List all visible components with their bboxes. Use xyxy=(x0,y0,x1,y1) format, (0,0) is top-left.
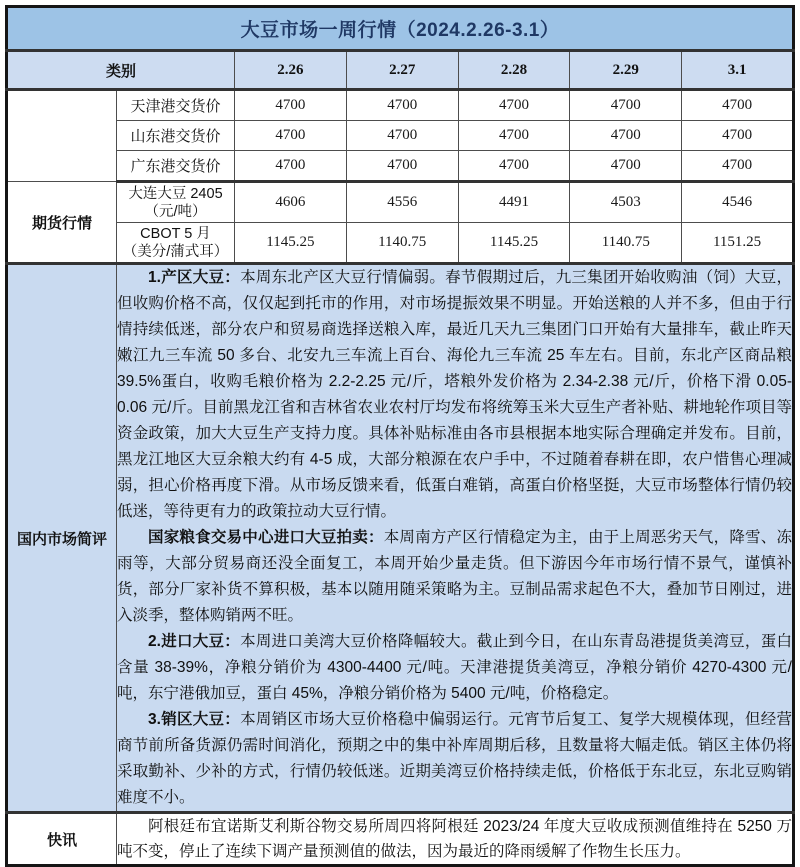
commentary-row xyxy=(7,264,794,813)
news-row xyxy=(7,813,794,866)
column-header-category: 类别 xyxy=(7,51,235,90)
price-value: 4700 xyxy=(682,121,794,151)
spot-group-cell xyxy=(7,90,117,182)
price-value: 4700 xyxy=(235,151,347,182)
row-label-line2: （美分/蒲式耳） xyxy=(122,243,229,260)
price-value: 4700 xyxy=(458,90,570,121)
commentary-paragraph-imported xyxy=(117,629,792,707)
price-value: 4556 xyxy=(346,182,458,223)
report-title: 大豆市场一周行情（2024.2.26-3.1） xyxy=(7,7,794,51)
commentary-body xyxy=(117,264,794,813)
price-value: 4546 xyxy=(682,182,794,223)
price-value: 4503 xyxy=(570,182,682,223)
row-label: 广东港交货价 xyxy=(117,151,235,182)
news-body xyxy=(117,813,794,866)
row-label-line1: CBOT 5 月 xyxy=(140,225,211,242)
table-row-tianjin xyxy=(7,90,794,121)
price-value: 4700 xyxy=(346,121,458,151)
price-value: 1151.25 xyxy=(682,223,794,264)
price-value: 4700 xyxy=(570,151,682,182)
price-value: 4700 xyxy=(346,151,458,182)
table-row-dalian xyxy=(7,182,794,223)
column-header-date-4: 2.29 xyxy=(570,51,682,90)
news-label: 快讯 xyxy=(7,813,117,866)
soybean-price-table xyxy=(5,5,795,867)
price-value: 1140.75 xyxy=(570,223,682,264)
table-row-guangdong xyxy=(7,151,794,182)
price-value: 4700 xyxy=(235,90,347,121)
row-label: 山东港交货价 xyxy=(117,121,235,151)
row-label-line1: 大连大豆 2405 xyxy=(128,185,223,202)
commentary-paragraph-sales-area xyxy=(117,707,792,811)
price-value: 4700 xyxy=(458,151,570,182)
price-value: 4700 xyxy=(346,90,458,121)
paragraph-text: 本周东北产区大豆行情偏弱。春节假期过后，九三集团开始收购油（饲）大豆，但收购价格不高，仅仅起到托市的作用，对市场提振效果不明显。开始送粮的人并不多，但由于行情持续低迷，部分农户和贸易商选择送粮入库，最近几天九三集团门口开始有大量排车，截止昨天嫩江九三车流 50 多台、北安九三车流上百台、海伦九三车流 25 车左右。目前，东北产区商品粮 39.5%蛋白，收购毛粮价格为 2.2-2.25 元/斤，塔粮外发价格为 2.34-2.38 元/斤，价格下滑 0.05-0.06 元/斤。目前黑龙江省和吉林省农业农村厅均发布将统筹玉米大豆生产者补贴、耕地轮作项目等资金政策，加大大豆生产支持力度。具体补贴标准由各市县根据本地实际合理确定并发布。目前，黑龙江地区大豆余粮大约有 4-5 成，大部分粮源在农户手中，不过随着春耕在即，农户惜售心理减弱，担心价格再度下滑。从市场反馈来看，低蛋白难销，高蛋白价格坚挺，大豆市场整体行情仍较低迷，等待更有力的政策拉动大豆行情。 xyxy=(117,269,792,520)
price-value: 4700 xyxy=(682,90,794,121)
weekly-soybean-report xyxy=(5,5,795,867)
price-value: 4700 xyxy=(235,121,347,151)
price-value: 4700 xyxy=(570,121,682,151)
futures-group-label: 期货行情 xyxy=(7,182,117,264)
price-value: 1145.25 xyxy=(235,223,347,264)
price-value: 1145.25 xyxy=(458,223,570,264)
header-row xyxy=(7,51,794,90)
row-label xyxy=(117,182,235,223)
commentary-label: 国内市场简评 xyxy=(7,264,117,813)
row-label-line2: （元/吨） xyxy=(144,203,207,220)
row-label xyxy=(117,223,235,264)
commentary-paragraph-producing-area xyxy=(117,265,792,525)
commentary-paragraph-auction xyxy=(117,525,792,629)
price-value: 4700 xyxy=(682,151,794,182)
title-row xyxy=(7,7,794,51)
table-row-shandong xyxy=(7,121,794,151)
price-value: 4700 xyxy=(458,121,570,151)
price-value: 4700 xyxy=(570,90,682,121)
paragraph-lead: 国家粮食交易中心进口大豆拍卖： xyxy=(148,529,384,546)
paragraph-lead: 1.产区大豆： xyxy=(148,269,241,286)
news-text: 阿根廷布宜诺斯艾利斯谷物交易所周四将阿根廷 2023/24 年度大豆收成预测值维持在 5250 万吨不变，停止了连续下调产量预测值的做法，因为最近的降雨缓解了作物生长压力。 xyxy=(117,818,792,860)
paragraph-text: 本周销区市场大豆价格稳中偏弱运行。元宵节后复工、复学大规模体现，但经营商节前所备货源仍需时间消化，预期之中的集中补库周期后移，且数量将大幅走低。销区主体仍将采取勤补、少补的方式，行情仍较低迷。近期美湾豆价格持续走低，价格低于东北豆，东北豆购销难度不小。 xyxy=(117,711,792,806)
price-value: 4491 xyxy=(458,182,570,223)
table-row-cbot xyxy=(7,223,794,264)
column-header-date-5: 3.1 xyxy=(682,51,794,90)
column-header-date-3: 2.28 xyxy=(458,51,570,90)
column-header-date-1: 2.26 xyxy=(235,51,347,90)
column-header-date-2: 2.27 xyxy=(346,51,458,90)
paragraph-lead: 3.销区大豆： xyxy=(148,711,241,728)
paragraph-text: 本周南方产区行情稳定为主，由于上周恶劣天气，降雪、冻雨等，大部分贸易商还没全面复工，本周开始少量走货。但下游因今年市场行情不景气，谨慎补货，部分厂家补货不算积极，基本以随用随采策略为主。豆制品需求起色不大，叠加节日刚过，进入淡季，整体购销两不旺。 xyxy=(117,529,792,624)
paragraph-lead: 2.进口大豆： xyxy=(148,633,241,650)
row-label: 天津港交货价 xyxy=(117,90,235,121)
paragraph-text: 本周进口美湾大豆价格降幅较大。截止到今日，在山东青岛港提货美湾豆，蛋白含量 38-39%，净粮分销价为 4300-4400 元/吨。天津港提货美湾豆，净粮分销价 4270-4300 元/吨，东宁港俄加豆，蛋白 45%，净粮分销价格为 5400 元/吨，价格稳定。 xyxy=(117,633,792,702)
price-value: 1140.75 xyxy=(346,223,458,264)
price-value: 4606 xyxy=(235,182,347,223)
